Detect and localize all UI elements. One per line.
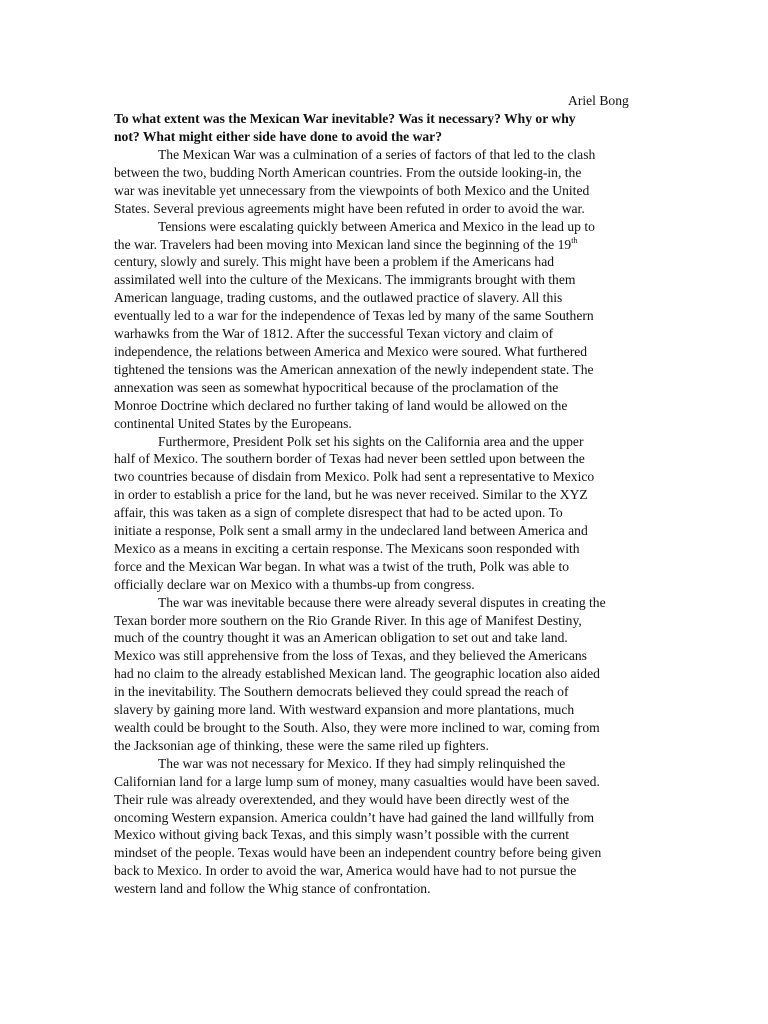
text-line: much of the country thought it was an American obligation to set out and take land.	[114, 630, 568, 646]
text-line: Furthermore, President Polk set his sights on the California area and the upper	[158, 433, 584, 449]
text-line: The war was inevitable because there were already several disputes in creating the	[158, 594, 606, 610]
text-line: two countries because of disdain from Mexico. Polk had sent a representative to Mexico	[114, 469, 595, 485]
text-line: officially declare war on Mexico with a thumbs-up from congress.	[114, 576, 475, 592]
text-line: tightened the tensions was the American annexation of the newly independent state. The	[114, 361, 594, 377]
text-line: in order to establish a price for the land, but he was never received. Similar to the XYZ	[114, 487, 588, 503]
text-line: had no claim to the already established Mexican land. The geographic location also aided	[114, 666, 600, 682]
text-line: war was inevitable yet unnecessary from the viewpoints of both Mexico and the United	[114, 182, 590, 198]
text-line: warhawks from the War of 1812. After the successful Texan victory and claim of	[114, 326, 554, 342]
paragraph	[114, 218, 634, 433]
text-line: continental United States by the Europeans.	[114, 415, 352, 431]
text-line: Mexico as a means in exciting a certain response. The Mexicans soon responded with	[114, 540, 580, 556]
text-line: affair, this was taken as a sign of complete disrespect that had to be acted upon. To	[114, 505, 563, 521]
text-line: force and the Mexican War began. In what was a twist of the truth, Polk was able to	[114, 558, 570, 574]
paragraph	[114, 433, 634, 594]
text-line: The Mexican War was a culmination of a series of factors of that led to the clash	[158, 147, 596, 162]
paragraph	[114, 594, 634, 755]
text-line: slavery by gaining more land. With westward expansion and more plantations, much	[114, 702, 575, 718]
text-line: Tensions were escalating quickly between America and Mexico in the lead up to	[158, 218, 595, 234]
text-line: American language, trading customs, and the outlawed practice of slavery. All this	[114, 290, 563, 306]
text-line: Monroe Doctrine which declared no further taking of land would be allowed on the	[114, 397, 568, 413]
question-line: To what extent was the Mexican War inevitable? Was it necessary? Why or why	[114, 111, 576, 126]
text-line: initiate a response, Polk sent a small army in the undeclared land between America and	[114, 523, 588, 539]
text-line: Their rule was already overextended, and they would have been directly west of the	[114, 791, 570, 807]
text-line: century, slowly and surely. This might have been a problem if the Americans had	[114, 254, 555, 270]
question-line: not? What might either side have done to avoid the war?	[114, 128, 443, 144]
text-line	[114, 236, 634, 254]
text-line: Mexico was still apprehensive from the loss of Texas, and they believed the Americans	[114, 648, 587, 664]
text-line: Texan border more southern on the Rio Grande River. In this age of Manifest Destiny,	[114, 612, 582, 628]
text-line: Californian land for a large lump sum of money, many casualties would have been saved.	[114, 773, 600, 789]
text-line: States. Several previous agreements might have been refuted in order to avoid the war.	[114, 200, 585, 216]
essay-body	[114, 146, 634, 898]
paragraph	[114, 755, 634, 898]
text-line: in the inevitability. The Southern democrats believed they could spread the reach of	[114, 684, 569, 700]
essay-question	[114, 110, 634, 146]
text-line: independence, the relations between America and Mexico were soured. What furthered	[114, 343, 588, 359]
text-line: the Jacksonian age of thinking, these were the same riled up fighters.	[114, 737, 489, 753]
text-line: western land and follow the Whig stance of confrontation.	[114, 881, 431, 897]
paragraph	[114, 146, 634, 218]
text-line: mindset of the people. Texas would have been an independent country before being given	[114, 845, 602, 861]
author-name: Ariel Bong	[568, 93, 629, 108]
text-line: eventually led to a war for the independence of Texas led by many of the same Southern	[114, 308, 594, 324]
text-line: assimilated well into the culture of the Mexicans. The immigrants brought with them	[114, 272, 576, 288]
text-line: Mexico without giving back Texas, and this simply wasn’t possible with the current	[114, 827, 570, 843]
text-line: half of Mexico. The southern border of Texas had never been settled upon between the	[114, 451, 585, 467]
text-line: annexation was seen as somewhat hypocritical because of the proclamation of the	[114, 379, 559, 395]
text-line: between the two, budding North American countries. From the outside looking-in, the	[114, 164, 582, 180]
text-line: wealth could be brought to the South. Also, they were more inclined to war, coming from	[114, 720, 600, 735]
text-line: back to Mexico. In order to avoid the war, America would have had to not pursue the	[114, 863, 577, 879]
text-line: The war was not necessary for Mexico. If they had simply relinquished the	[158, 755, 566, 771]
text-line-segment: the war. Travelers had been moving into Mexican land since the beginning of the 19	[114, 236, 572, 252]
superscript-th: th	[571, 235, 578, 245]
text-line: oncoming Western expansion. America couldn’t have had gained the land willfully from	[114, 809, 595, 825]
